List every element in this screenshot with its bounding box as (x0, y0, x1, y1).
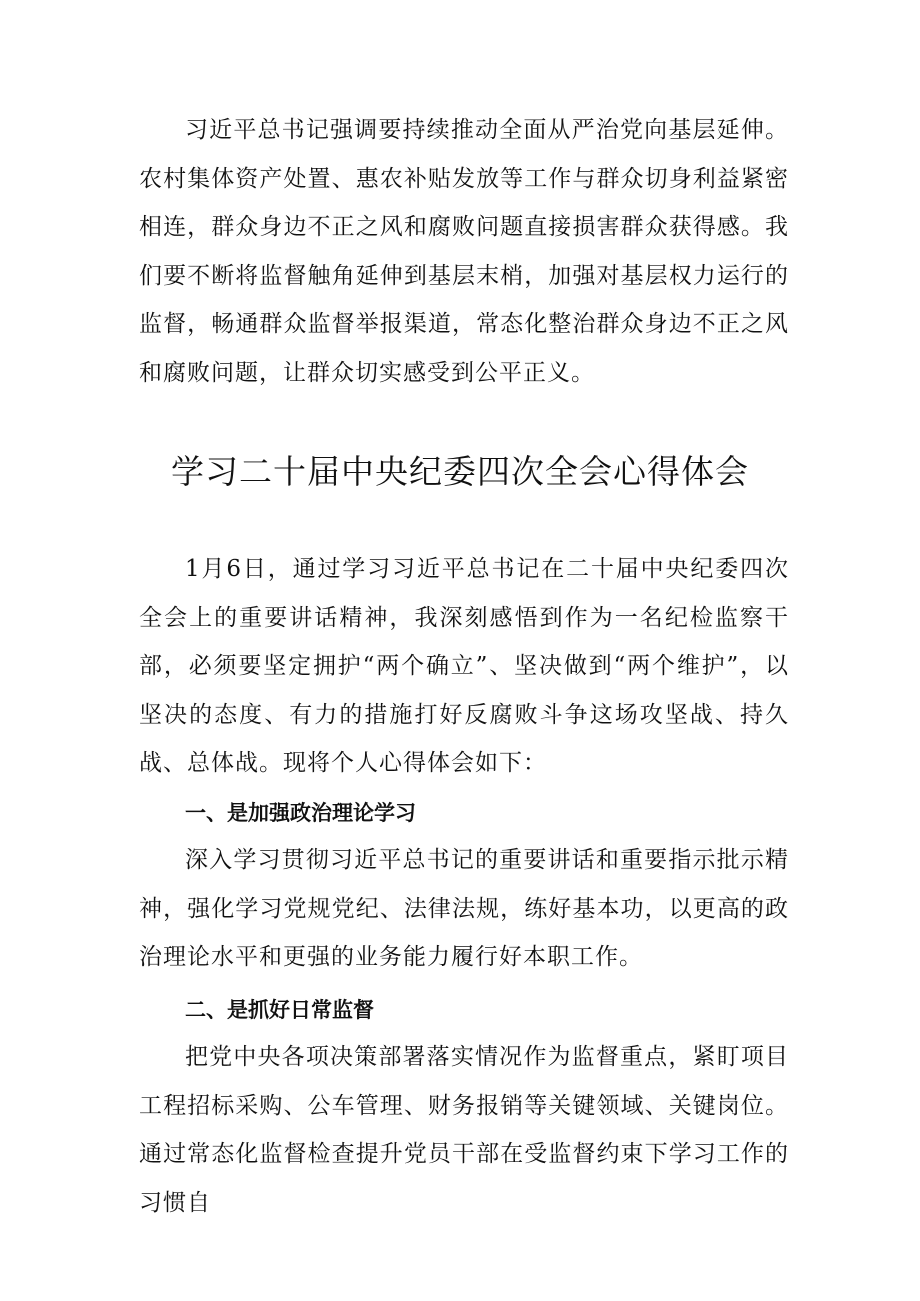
section-heading-2: 二、是抓好日常监督 (185, 998, 374, 1022)
section-heading-1: 一、是加强政治理论学习 (185, 801, 416, 825)
section-body-2: 把党中央各项决策部署落实情况作为监督重点，紧盯项目工程招标采购、公车管理、财务报销等关键领域、关键岗位。通过常态化监督检查提升党员干部在受监督约束下学习工作的习惯自 (139, 1044, 789, 1216)
opening-paragraph: 1月6日，通过学习习近平总书记在二十届中央纪委四次全会上的重要讲话精神，我深刻感悟到作为一名纪检监察干部，必须要坚定拥护“两个确立”、坚决做到“两个维护”，以坚决的态度、有力的措施打好反腐败斗争这场攻坚战、持久战、总体战。现将个人心得体会如下： (139, 556, 789, 776)
intro-paragraph: 习近平总书记强调要持续推动全面从严治党向基层延伸。农村集体资产处置、惠农补贴发放等工作与群众切身利益紧密相连，群众身边不正之风和腐败问题直接损害群众获得感。我们要不断将监督触角延伸到基层末梢，加强对基层权力运行的监督，畅通群众监督举报渠道，常态化整治群众身边不正之风和腐败问题，让群众切实感受到公平正义。 (139, 117, 789, 386)
section-body-1: 深入学习贯彻习近平总书记的重要讲话和重要指示批示精神，强化学习党规党纪、法律法规，练好基本功，以更高的政治理论水平和更强的业务能力履行好本职工作。 (139, 847, 789, 970)
document-title: 学习二十届中央纪委四次全会心得体会 (171, 452, 749, 491)
